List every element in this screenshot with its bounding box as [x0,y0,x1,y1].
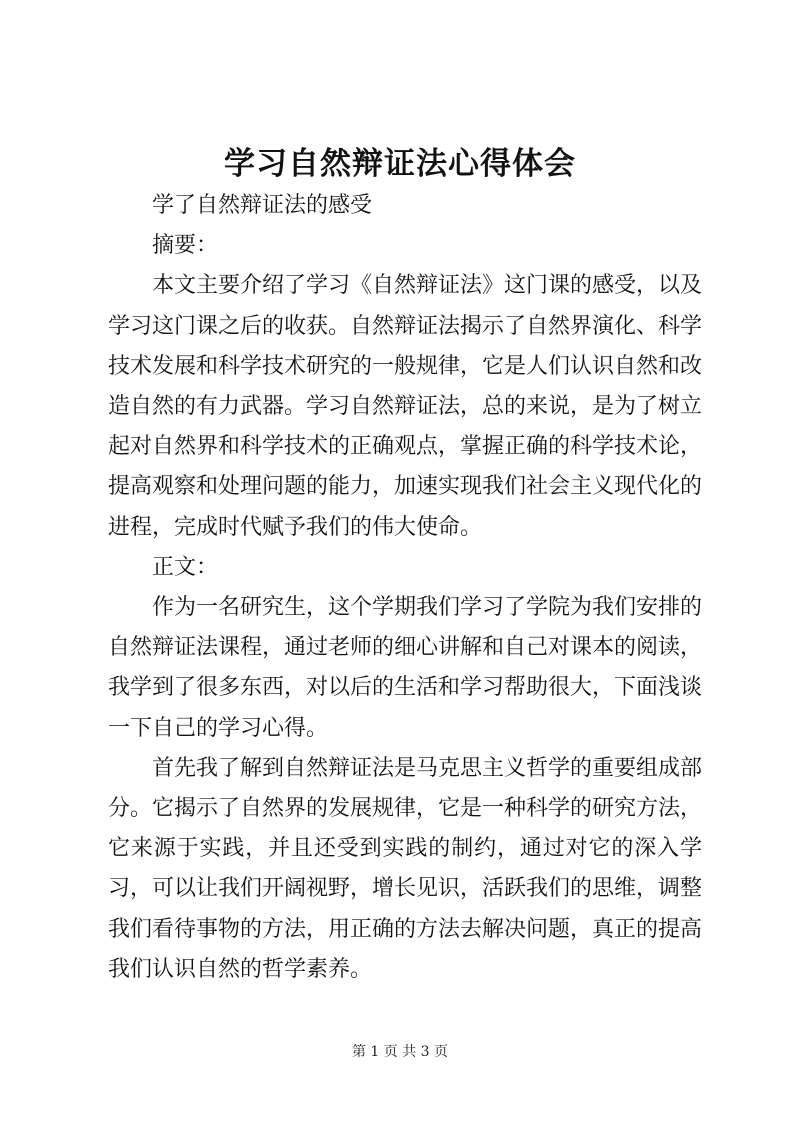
page-number-footer: 第 1 页 共 3 页 [351,1044,449,1060]
document-body [108,186,702,990]
paragraph-first-point: 首先我了解到自然辩证法是马克思主义哲学的重要组成部分。它揭示了自然界的发展规律，它是一种科学的研究方法，它来源于实践，并且还受到实践的制约，通过对它的深入学习，可以让我们开阔视野，增长见识，活跃我们的思维，调整我们看待事物的方法，用正确的方法去解决问题，真正的提高我们认识自然的哲学素养。 [108,755,703,982]
document-title: 学习自然辩证法心得体会 [224,146,576,182]
paragraph-subtitle: 学了自然辩证法的感受 [152,193,373,218]
paragraph-abstract: 本文主要介绍了学习《自然辩证法》这门课的感受，以及学习这门课之后的收获。自然辩证法揭示了自然界演化、科学技术发展和科学技术研究的一般规律，它是人们认识自然和改造自然的有力武器。学习自然辩证法，总的来说，是为了树立起对自然界和科学技术的正确观点，掌握正确的科学技术论，提高观察和处理问题的能力，加速实现我们社会主义现代化的进程，完成时代赋予我们的伟大使命。 [108,273,703,540]
paragraph-intro: 作为一名研究生，这个学期我们学习了学院为我们安排的自然辩证法课程，通过老师的细心讲解和自己对课本的阅读，我学到了很多东西，对以后的生活和学习帮助很大，下面浅谈一下自己的学习心得。 [108,595,703,741]
paragraph-abstract-heading: 摘要： [152,233,219,259]
paragraph-main-heading: 正文： [152,554,219,580]
